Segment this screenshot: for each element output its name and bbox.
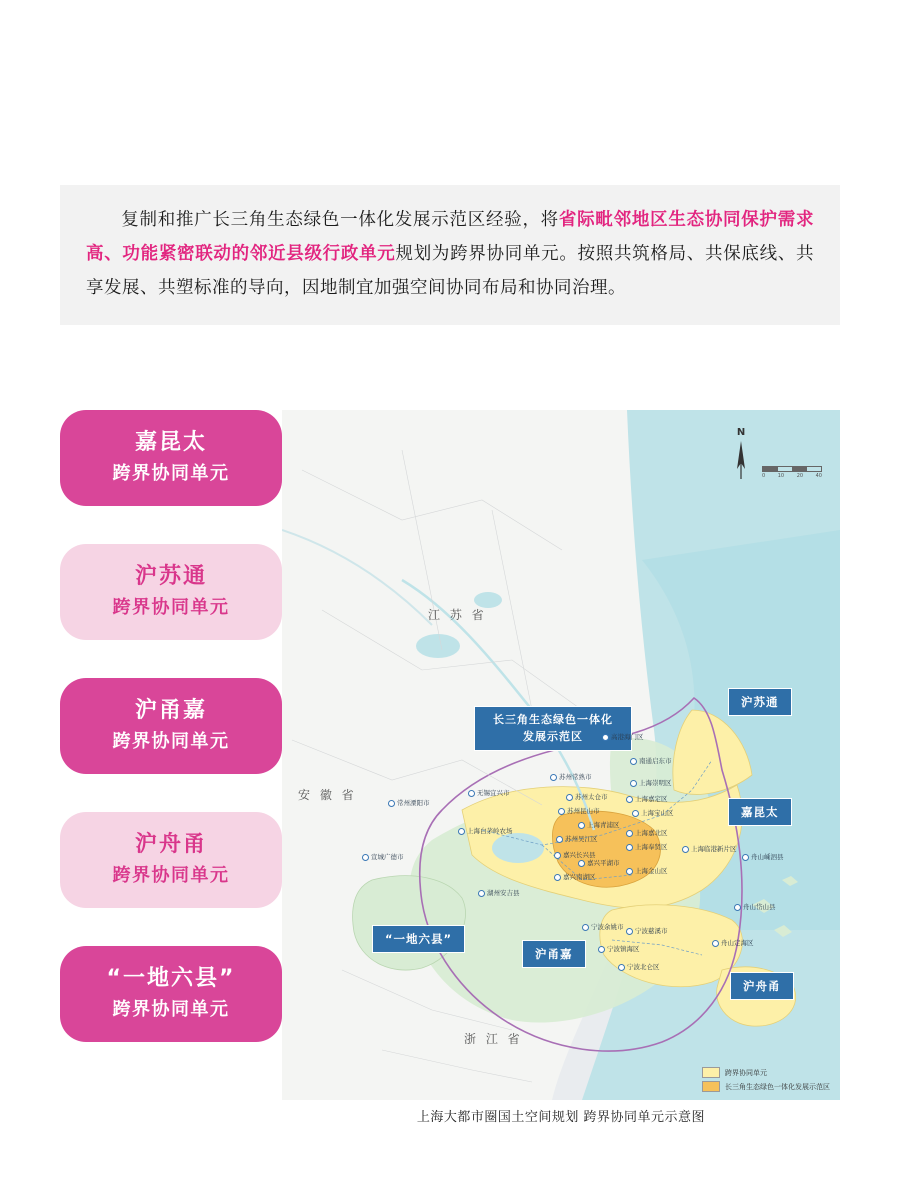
city-dot-icon: [598, 946, 605, 953]
legend-label: 长三角生态绿色一体化发展示范区: [725, 1082, 830, 1091]
unit-card-subtitle: 跨界协同单元: [112, 597, 230, 619]
unit-card-title: 沪苏通: [134, 563, 207, 589]
city-dot-icon: [682, 846, 689, 853]
city-label: 宁波镇海区: [598, 944, 640, 953]
scalebar-tick: 40: [815, 473, 822, 479]
unit-card-title: 沪甬嘉: [134, 697, 207, 723]
tag-huzhouyong[interactable]: 沪舟甬: [730, 972, 794, 1000]
city-label: 上海临港新片区: [682, 844, 737, 853]
tag-huyongjia[interactable]: 沪甬嘉: [522, 940, 586, 968]
city-dot-icon: [626, 830, 633, 837]
unit-card-list: [60, 410, 282, 1080]
city-label: 无锡宜兴市: [468, 788, 510, 797]
unit-card-huyongjia[interactable]: [60, 678, 282, 774]
city-label: 宁波余姚市: [582, 922, 624, 931]
compass-north-label: N: [736, 427, 746, 438]
city-dot-icon: [468, 790, 475, 797]
city-label: 宁波北仑区: [618, 962, 660, 971]
legend-label: 跨界协同单元: [725, 1068, 767, 1077]
city-dot-icon: [362, 854, 369, 861]
intro-panel: [60, 185, 840, 325]
city-dot-icon: [630, 758, 637, 765]
city-dot-icon: [550, 774, 557, 781]
city-label: 上海嘉北区: [626, 828, 668, 837]
intro-text-part-2: 规划为跨界协同单元。按照共筑格局、共保底线、共享发展、共塑标准的导向，因地制宜加强空间协同布局和协同治理。: [86, 244, 815, 299]
city-dot-icon: [388, 800, 395, 807]
city-label: 舟山岱山县: [734, 902, 776, 911]
tag-husutong[interactable]: 沪苏通: [728, 688, 792, 716]
city-dot-icon: [566, 794, 573, 801]
scalebar-tick: 20: [796, 473, 804, 479]
city-label: 苏州常熟市: [550, 772, 592, 781]
city-label: 上海崇明区: [630, 778, 672, 787]
scalebar-bar: [762, 466, 822, 472]
unit-card-subtitle: 跨界协同单元: [112, 463, 230, 485]
city-dot-icon: [734, 904, 741, 911]
city-label: 宁波慈溪市: [626, 926, 668, 935]
intro-highlight: 省际毗邻地区生态协同保护需求高、功能紧密联动的邻近县级行政单元: [86, 210, 815, 265]
unit-card-husutong[interactable]: [60, 544, 282, 640]
tag-yidiliuxian[interactable]: “一地六县”: [372, 925, 465, 953]
city-label: 舟山定海区: [712, 938, 754, 947]
legend-swatch-yellow: [702, 1067, 720, 1078]
tag-demo-zone[interactable]: [474, 706, 632, 751]
province-label-jiangsu: 江 苏 省: [428, 608, 487, 622]
city-dot-icon: [630, 780, 637, 787]
city-label: 南通启东市: [630, 756, 672, 765]
unit-card-title: 嘉昆太: [134, 430, 207, 455]
map-scalebar: [762, 466, 822, 479]
province-label-zhejiang: 浙 江 省: [464, 1032, 523, 1046]
unit-card-title: “一地六县”: [106, 965, 236, 991]
unit-card-subtitle: 跨界协同单元: [112, 999, 230, 1021]
city-label: 宣城广德市: [362, 852, 404, 861]
city-dot-icon: [554, 852, 561, 859]
city-dot-icon: [626, 796, 633, 803]
city-label: 高港海门区: [602, 732, 644, 741]
tag-demo-zone-line1: 长三角生态绿色一体化: [493, 713, 613, 726]
city-label: 常州溧阳市: [388, 798, 430, 807]
city-label: 上海白茅岭农场: [458, 826, 513, 835]
scalebar-tick: 10: [777, 473, 785, 479]
city-label: 上海奉贤区: [626, 842, 668, 851]
city-label: 嘉兴南湖区: [554, 872, 596, 881]
city-dot-icon: [742, 854, 749, 861]
unit-card-title: 沪舟甬: [134, 831, 207, 857]
city-label: 湖州安吉县: [478, 888, 520, 897]
city-label: 苏州吴江区: [556, 834, 598, 843]
legend-swatch-orange: [702, 1081, 720, 1092]
unit-card-yidiliuxian[interactable]: [60, 946, 282, 1042]
tag-demo-zone-line2: 发展示范区: [523, 729, 583, 743]
city-label: 上海青浦区: [578, 820, 620, 829]
city-label: 上海金山区: [626, 866, 668, 875]
city-dot-icon: [582, 924, 589, 931]
intro-paragraph: [86, 203, 814, 305]
unit-card-jiakuntai[interactable]: [60, 410, 282, 506]
unit-card-huzhouyong[interactable]: [60, 812, 282, 908]
city-dot-icon: [554, 874, 561, 881]
city-dot-icon: [556, 836, 563, 843]
compass-icon: [720, 428, 762, 479]
city-label: 苏州太仓市: [566, 792, 608, 801]
figure-caption: 上海大都市圈国土空间规划 跨界协同单元示意图: [416, 1110, 706, 1125]
city-dot-icon: [478, 890, 485, 897]
city-dot-icon: [578, 860, 585, 867]
map-figure[interactable]: [282, 410, 840, 1100]
city-dot-icon: [558, 808, 565, 815]
city-dot-icon: [602, 734, 609, 741]
unit-card-subtitle: 跨界协同单元: [112, 865, 230, 887]
city-label: 上海嘉定区: [626, 794, 668, 803]
city-label: 苏州昆山市: [558, 806, 600, 815]
tag-jiakuntai[interactable]: 嘉昆太: [728, 798, 792, 826]
city-dot-icon: [578, 822, 585, 829]
city-label: 舟山嵊泗县: [742, 852, 784, 861]
city-dot-icon: [626, 844, 633, 851]
province-label-anhui: 安 徽 省: [298, 788, 357, 802]
legend-item: [702, 1081, 830, 1092]
city-dot-icon: [626, 868, 633, 875]
city-dot-icon: [712, 940, 719, 947]
city-label: 嘉兴平湖市: [578, 858, 620, 867]
legend-item: [702, 1067, 830, 1078]
city-dot-icon: [618, 964, 625, 971]
intro-text-part-1: 复制和推广长三角生态绿色一体化发展示范区经验，将: [121, 210, 559, 230]
scalebar-tick: 0: [762, 473, 766, 479]
city-dot-icon: [626, 928, 633, 935]
city-dot-icon: [632, 810, 639, 817]
city-label: 上海宝山区: [632, 808, 674, 817]
city-dot-icon: [458, 828, 465, 835]
unit-card-subtitle: 跨界协同单元: [112, 731, 230, 753]
map-legend: [702, 1064, 830, 1092]
city-label: 嘉兴长兴县: [554, 850, 596, 859]
